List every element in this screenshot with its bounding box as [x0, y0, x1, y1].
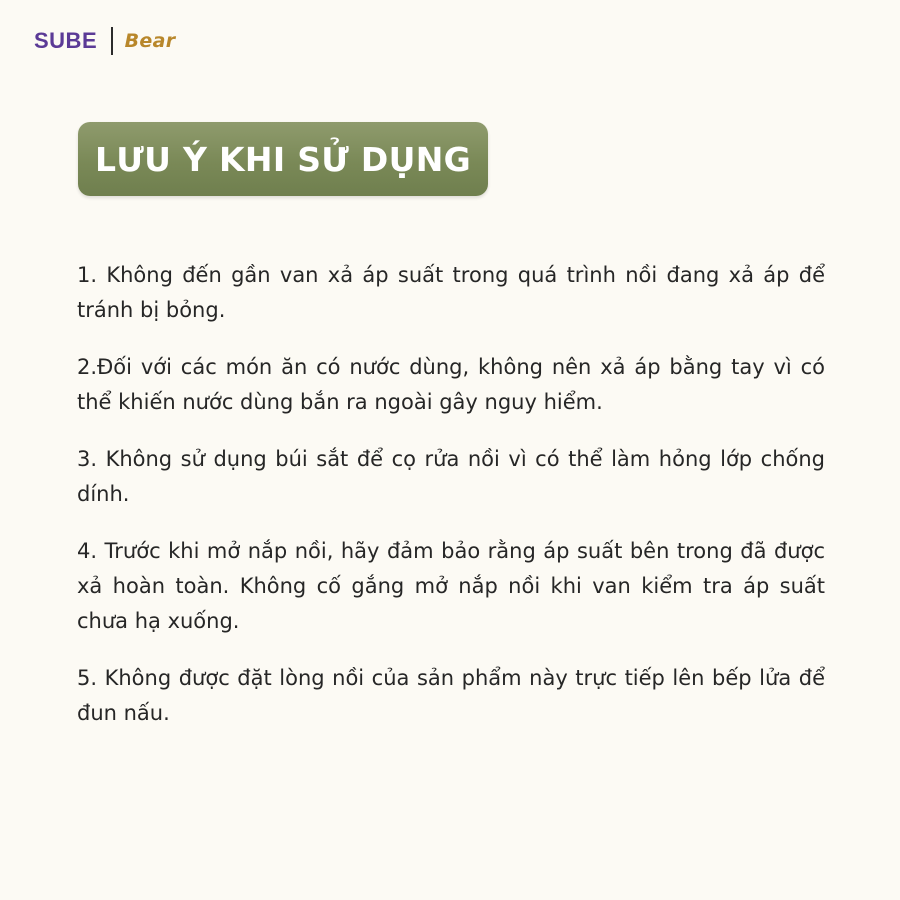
sube-logo: SUBE: [34, 28, 98, 53]
bear-logo: Bear: [124, 30, 176, 52]
logo-divider: [111, 27, 113, 55]
note-item-5: 5. Không được đặt lòng nồi của sản phẩm này trực tiếp lên bếp lửa để đun nấu.: [77, 666, 825, 725]
note-item-3: 3. Không sử dụng búi sắt để cọ rửa nồi vì có thể làm hỏng lớp chống dính.: [77, 447, 825, 506]
note-item-1: 1. Không đến gần van xả áp suất trong quá trình nồi đang xả áp để tránh bị bỏng.: [77, 263, 825, 322]
brand-header: [34, 26, 175, 56]
usage-notes-list: [77, 258, 825, 753]
note-item-2: 2.Đối với các món ăn có nước dùng, không nên xả áp bằng tay vì có thể khiến nước dùng bắn ra ngoài gây nguy hiểm.: [77, 355, 825, 414]
page-title: LƯU Ý KHI SỬ DỤNG: [94, 139, 472, 179]
title-banner: [78, 122, 488, 196]
note-item-4: 4. Trước khi mở nắp nồi, hãy đảm bảo rằng áp suất bên trong đã được xả hoàn toàn. Không cố gắng mở nắp nồi khi van kiểm tra áp suất chưa hạ xuống.: [77, 539, 825, 633]
